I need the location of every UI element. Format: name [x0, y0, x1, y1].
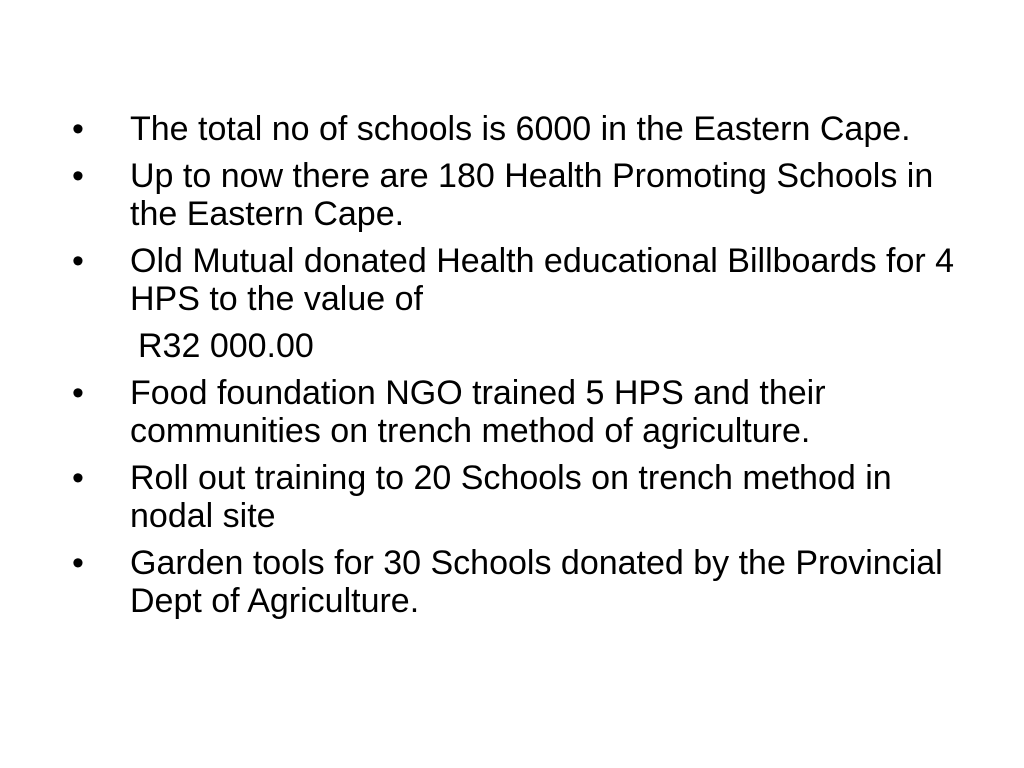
bullet-item-3 [58, 242, 978, 318]
bullet-icon: • [72, 459, 84, 497]
bullet-text: Garden tools for 30 Schools donated by the Provincial Dept of Agriculture. [130, 544, 943, 620]
bullet-text: Up to now there are 180 Health Promoting Schools in the Eastern Cape. [130, 157, 934, 233]
amount-text: R32 000.00 [138, 327, 314, 365]
bullet-item-5 [58, 459, 978, 535]
bullet-list [58, 110, 978, 629]
bullet-icon: • [72, 242, 84, 280]
continuation-line [58, 327, 978, 365]
bullet-icon: • [72, 544, 84, 582]
bullet-text: The total no of schools is 6000 in the Eastern Cape. [130, 110, 911, 148]
bullet-item-4 [58, 374, 978, 450]
bullet-text: Food foundation NGO trained 5 HPS and their communities on trench method of agriculture. [130, 374, 826, 450]
bullet-icon: • [72, 110, 84, 148]
bullet-icon: • [72, 157, 84, 195]
bullet-item-2 [58, 157, 978, 233]
bullet-item-6 [58, 544, 978, 620]
bullet-icon: • [72, 374, 84, 412]
bullet-text: Old Mutual donated Health educational Billboards for 4 HPS to the value of [130, 242, 955, 318]
bullet-item-1 [58, 110, 978, 148]
bullet-text: Roll out training to 20 Schools on trench method in nodal site [130, 459, 892, 535]
